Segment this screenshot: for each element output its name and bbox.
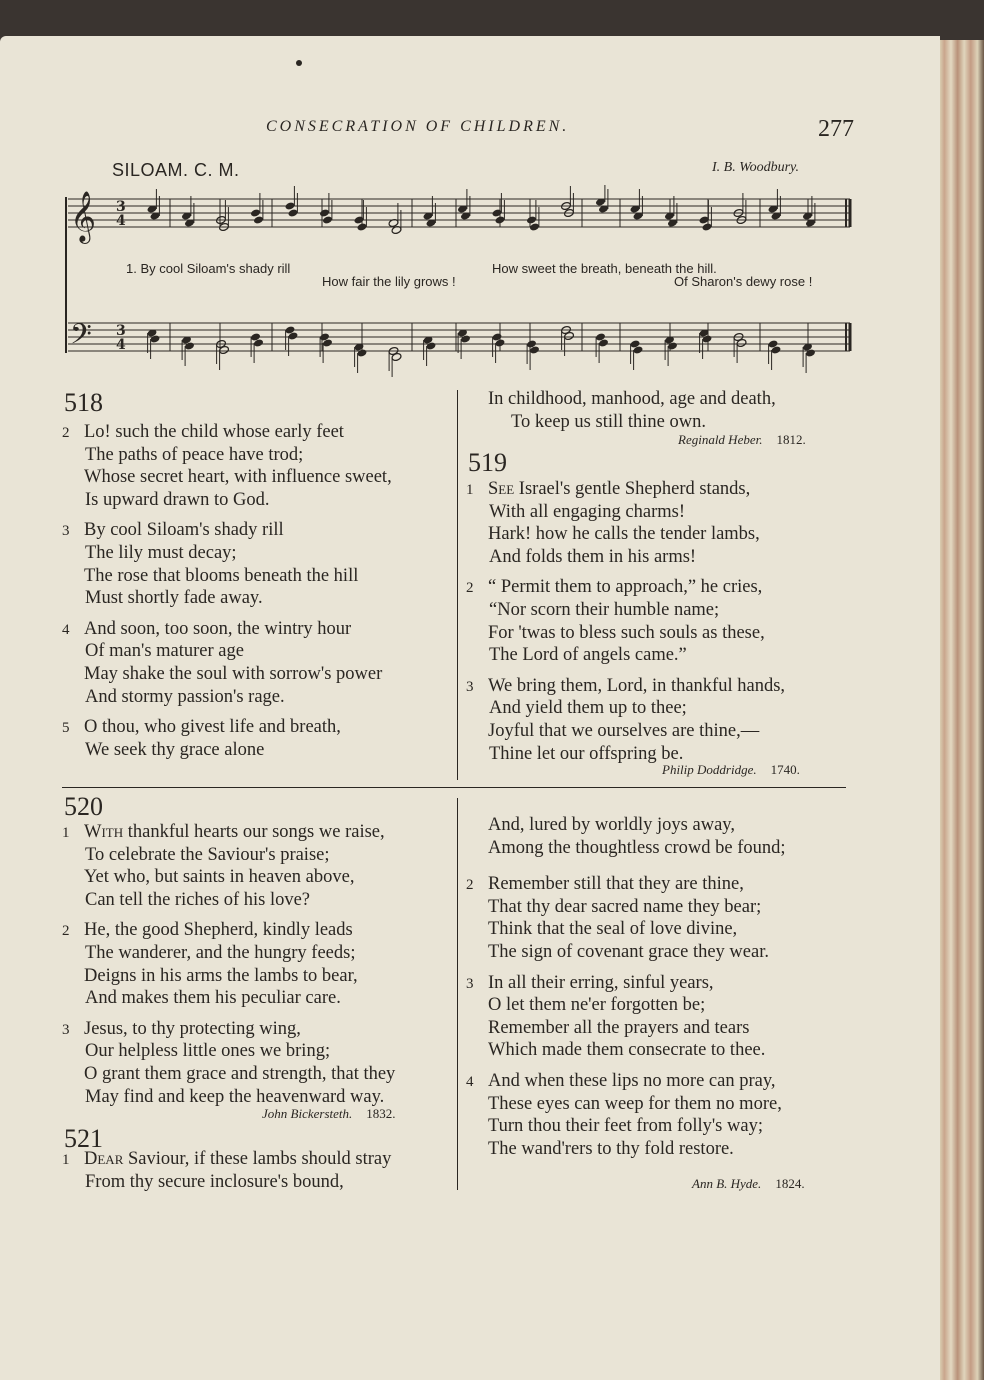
- line-text: The lily must decay;: [85, 542, 237, 563]
- line-text: Thine let our offspring be.: [489, 743, 684, 764]
- verse-line: [62, 716, 392, 739]
- verse-line: [62, 821, 395, 844]
- section-rule: [62, 787, 846, 788]
- line-text: Jesus, to thy protecting wing,: [84, 1018, 301, 1039]
- note-head: [702, 222, 713, 231]
- svg-text:3: 3: [116, 199, 126, 215]
- line-text: “ Permit them to approach,” he cries,: [488, 577, 763, 598]
- line-text: The wanderer, and the hungry feeds;: [85, 942, 356, 963]
- note-head: [564, 331, 575, 340]
- verse-line: [466, 873, 786, 896]
- composer: I. B. Woodbury.: [712, 160, 799, 175]
- column-rule-top: [457, 390, 458, 780]
- tune-lyric-4: Of Sharon's dewy rose !: [674, 274, 813, 289]
- note-head: [319, 208, 330, 217]
- hymn-519-attribution: [662, 762, 800, 778]
- verse-line: [466, 1017, 786, 1040]
- line-text: To celebrate the Saviour's praise;: [85, 844, 330, 865]
- svg-text:4: 4: [116, 337, 126, 353]
- year: 1824.: [775, 1176, 805, 1191]
- line-text: By cool Siloam's shady rill: [84, 520, 284, 541]
- verse-line: [466, 1115, 786, 1138]
- line-text: These eyes can weep for them no more,: [488, 1093, 782, 1114]
- verse-line: [62, 942, 395, 965]
- line-text: Whose secret heart, with influence sweet,: [84, 467, 392, 488]
- line-text: Of man's maturer age: [85, 641, 244, 662]
- hymn-521-attribution: [692, 1176, 805, 1192]
- verse-line: [466, 1093, 786, 1116]
- note-head: [526, 215, 537, 224]
- svg-text:3: 3: [116, 323, 126, 339]
- verse-line: [62, 466, 392, 489]
- line-text: Is upward drawn to God.: [85, 489, 270, 510]
- note-head: [322, 215, 333, 224]
- line-text: And soon, too soon, the wintry hour: [84, 618, 352, 639]
- line-text: In childhood, manhood, age and death,: [488, 389, 776, 409]
- line-text: Must shortly fade away.: [85, 588, 263, 609]
- line-text: We bring them, Lord, in thankful hands,: [488, 675, 786, 696]
- verse-line: [62, 1171, 391, 1194]
- author: John Bickersteth.: [262, 1106, 353, 1121]
- line-text: O grant them grace and strength, that they: [84, 1063, 396, 1084]
- verse-line: [466, 523, 785, 546]
- stanza-number: 2: [466, 580, 474, 597]
- line-text: Remember all the prayers and tears: [488, 1017, 750, 1038]
- verse-line: [488, 411, 776, 434]
- page-number: 277: [818, 116, 854, 142]
- line-text: Hark! how he calls the tender lambs,: [488, 524, 760, 545]
- verse-line: [466, 599, 785, 622]
- verse-line: [62, 640, 392, 663]
- line-text: In all their erring, sinful years,: [488, 972, 714, 993]
- hymn-520-text: [62, 821, 395, 1108]
- line-text: Among the thoughtless crowd be found;: [488, 837, 786, 858]
- verse-line: [62, 587, 392, 610]
- note-head: [288, 208, 299, 217]
- hymn-number-519: 519: [468, 448, 507, 477]
- hymn-number-521: 521: [64, 1124, 103, 1153]
- line-text: Think that the seal of love divine,: [488, 919, 738, 940]
- verse-line: [466, 1039, 786, 1062]
- line-text: And, lured by worldly joys away,: [488, 815, 735, 835]
- svg-text:4: 4: [116, 213, 126, 229]
- stanza-number: 2: [466, 877, 474, 894]
- hymn-518-text: [62, 421, 392, 761]
- line-text: The rose that blooms beneath the hill: [84, 565, 359, 586]
- line-text: Which made them consecrate to thee.: [488, 1040, 766, 1061]
- column-rule-bottom: [457, 798, 458, 1190]
- tune-lyric-2: How fair the lily grows !: [322, 274, 456, 289]
- verse-line: [62, 1063, 395, 1086]
- hymn-521-continuation: [466, 814, 786, 1160]
- note-head: [250, 208, 261, 217]
- verse-line: [466, 622, 785, 645]
- first-word: With: [84, 822, 124, 842]
- verse-line: [466, 644, 785, 667]
- tune-name: SILOAM. C. M.: [112, 160, 240, 180]
- verse-line: [62, 1148, 391, 1171]
- hymn-518-continuation: [488, 388, 776, 433]
- verse-line: [466, 1070, 786, 1093]
- line-text: May shake the soul with sorrow's power: [84, 663, 383, 684]
- year: 1832.: [366, 1106, 396, 1121]
- verse-line: [466, 994, 786, 1017]
- verse-line: [62, 987, 395, 1010]
- verse-line: [466, 576, 785, 599]
- note-head: [253, 215, 264, 224]
- stanza-number: 3: [62, 1021, 70, 1038]
- author: Reginald Heber.: [678, 432, 763, 447]
- verse-line: [62, 1086, 395, 1109]
- stanza-number: 2: [62, 425, 70, 441]
- verse-line: [62, 489, 392, 512]
- line-text: With all engaging charms!: [489, 501, 686, 522]
- year: 1812.: [776, 432, 806, 447]
- verse-line: [466, 941, 786, 964]
- verse-line: [466, 918, 786, 941]
- verse-line: [466, 814, 786, 837]
- line-text: Lo! such the child whose early feet: [84, 422, 344, 442]
- verse-line: [62, 542, 392, 565]
- line-text: Israel's gentle Shepherd stands,: [514, 479, 751, 499]
- verse-line: [62, 618, 392, 641]
- line-text: thankful hearts our songs we raise,: [123, 822, 385, 842]
- verse-line: [62, 565, 392, 588]
- line-text: Yet who, but saints in heaven above,: [84, 867, 355, 888]
- line-text: He, the good Shepherd, kindly leads: [84, 920, 353, 941]
- verse-line: [466, 1138, 786, 1161]
- line-text: And when these lips no more can pray,: [488, 1070, 776, 1091]
- line-text: Remember still that they are thine,: [488, 874, 744, 895]
- line-text: Our helpless little ones we bring;: [85, 1041, 331, 1062]
- hymn-520-attribution: [262, 1106, 396, 1122]
- line-text: And yield them up to thee;: [489, 698, 687, 719]
- note-head: [529, 222, 540, 231]
- verse-line: [62, 866, 395, 889]
- verse-line: [62, 663, 392, 686]
- verse-line: [466, 896, 786, 919]
- line-text: That thy dear sacred name they bear;: [488, 896, 762, 917]
- treble-clef-icon: 𝄞: [70, 191, 97, 242]
- stanza-number: 4: [466, 1073, 474, 1090]
- note-head: [492, 208, 503, 217]
- line-text: And stormy passion's rage.: [85, 686, 285, 707]
- verse-line: [466, 837, 786, 860]
- first-word: See: [488, 479, 515, 499]
- verse-line: [466, 478, 785, 501]
- verse-line: [62, 519, 392, 542]
- verse-line: [62, 1018, 395, 1041]
- line-text: The wand'rers to thy fold restore.: [488, 1138, 734, 1159]
- line-text: Can tell the riches of his love?: [85, 889, 311, 910]
- hymn-number-520: 520: [64, 792, 103, 821]
- tune-lyric-1: 1. By cool Siloam's shady rill: [126, 261, 291, 276]
- note-head: [736, 338, 747, 347]
- line-text: Deigns in his arms the lambs to bear,: [84, 965, 358, 986]
- stanza-number: 1: [62, 825, 70, 841]
- line-text: We seek thy grace alone: [85, 739, 265, 760]
- hymn-number-518: 518: [64, 388, 103, 417]
- line-text: O let them ne'er forgotten be;: [488, 995, 706, 1016]
- hymn-519-text: [466, 478, 785, 765]
- stanza-number: 1: [62, 1152, 70, 1168]
- verse-line: [466, 697, 785, 720]
- verse-line: [62, 844, 395, 867]
- verse-line: [466, 720, 785, 743]
- line-text: O thou, who givest life and breath,: [84, 717, 341, 738]
- line-text: And folds them in his arms!: [489, 546, 697, 567]
- author: Philip Doddridge.: [662, 762, 757, 777]
- author: Ann B. Hyde.: [692, 1176, 762, 1191]
- note-head: [495, 215, 506, 224]
- verse-line: [466, 501, 785, 524]
- stanza-number: 2: [62, 923, 70, 940]
- running-head: CONSECRATION OF CHILDREN.: [266, 118, 570, 135]
- line-text: To keep us still thine own.: [511, 411, 706, 432]
- verse-line: [466, 675, 785, 698]
- stanza-number: 4: [62, 621, 70, 638]
- verse-line: [62, 739, 392, 762]
- stanza-number: 5: [62, 720, 70, 737]
- line-text: And makes them his peculiar care.: [85, 988, 341, 1009]
- verse-line: [62, 919, 395, 942]
- line-text: “Nor scorn their humble name;: [489, 599, 720, 620]
- note-head: [354, 215, 365, 224]
- stanza-number: 3: [466, 975, 474, 992]
- line-text: From thy secure inclosure's bound,: [85, 1171, 344, 1192]
- verse-line: [62, 1040, 395, 1063]
- ink-dot: [296, 60, 302, 66]
- verse-line: [62, 965, 395, 988]
- verse-line: [466, 972, 786, 995]
- line-text: Turn thou their feet from folly's way;: [488, 1116, 763, 1137]
- tune-lyric-3: How sweet the breath, beneath the hill.: [492, 261, 717, 276]
- verse-line: [62, 686, 392, 709]
- hymn-521-text: [62, 1148, 391, 1193]
- line-text: The sign of covenant grace they wear.: [488, 941, 769, 962]
- stanza-number: 3: [466, 678, 474, 695]
- page-edges: [940, 40, 984, 1380]
- first-word: Dear: [84, 1149, 124, 1169]
- line-text: Saviour, if these lambs should stray: [123, 1149, 392, 1169]
- stanza-number: 3: [62, 523, 70, 540]
- hymn-518-attribution: [678, 432, 806, 448]
- note-head: [391, 352, 402, 361]
- verse-line: [488, 388, 776, 411]
- bass-clef-icon: 𝄢: [70, 318, 92, 358]
- verse-line: [62, 444, 392, 467]
- note-head: [357, 222, 368, 231]
- line-text: The paths of peace have trod;: [85, 444, 304, 465]
- line-text: May find and keep the heavenward way.: [85, 1086, 385, 1107]
- verse-line: [466, 546, 785, 569]
- note-head: [285, 201, 296, 210]
- verse-line: [62, 421, 392, 444]
- line-text: Joyful that we ourselves are thine,—: [488, 720, 760, 741]
- stanza-number: 1: [466, 482, 474, 498]
- year: 1740.: [770, 762, 800, 777]
- line-text: The Lord of angels came.”: [489, 645, 687, 666]
- verse-line: [62, 889, 395, 912]
- line-text: For 'twas to bless such souls as these,: [488, 622, 765, 643]
